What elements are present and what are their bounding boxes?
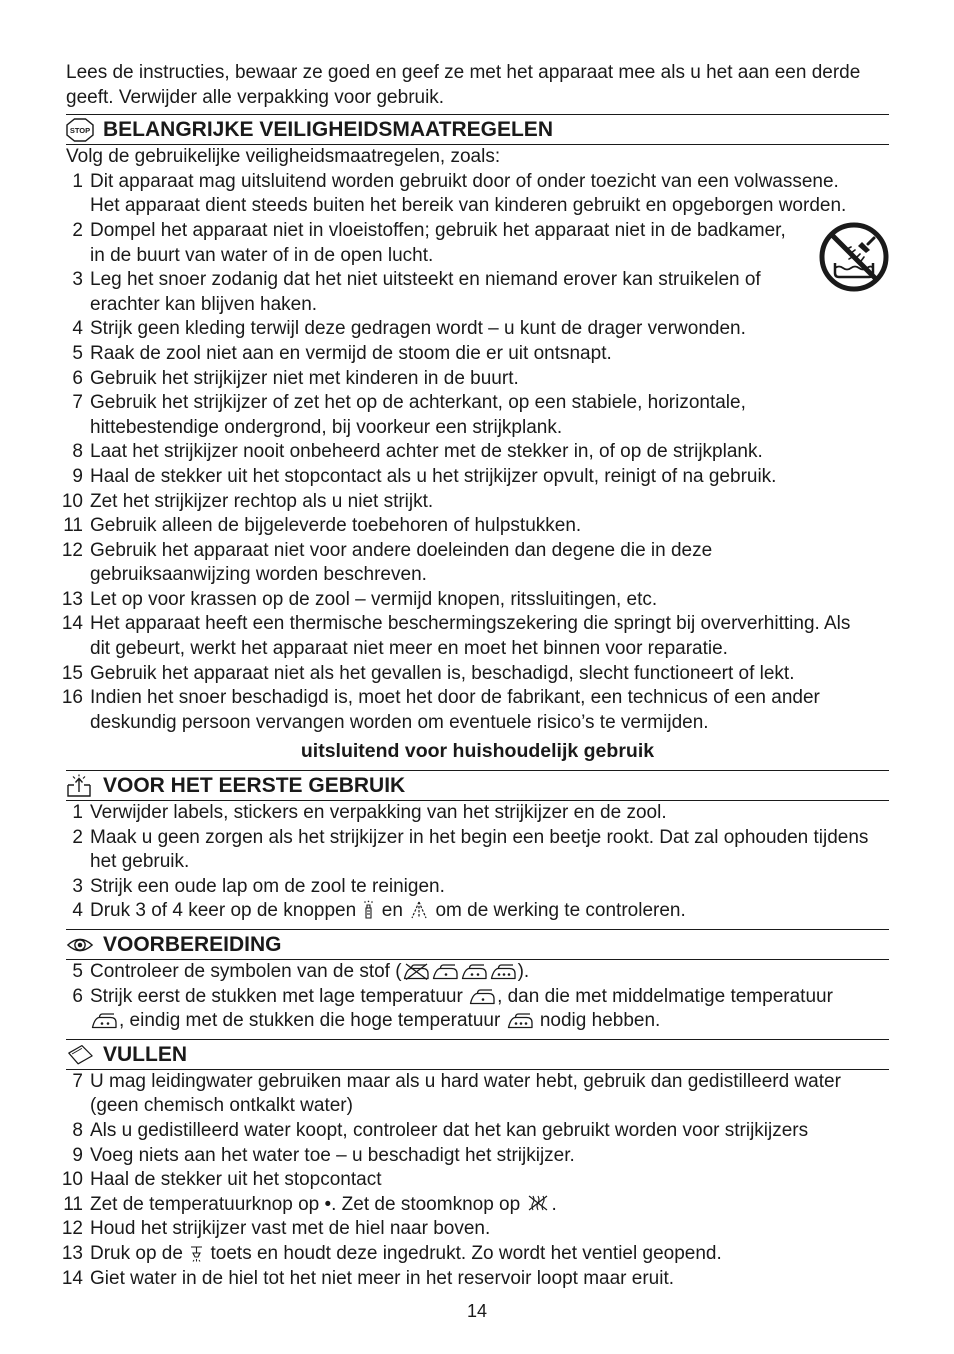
list-item — [66, 875, 889, 900]
item-line: Dompel het apparaat niet in vloeistoffen; gebruik het apparaat niet in de badkamer, — [90, 219, 786, 241]
list-item — [66, 440, 889, 465]
item-line — [90, 1009, 889, 1034]
item-number: 13 — [61, 1242, 83, 1264]
item-text — [90, 342, 889, 367]
item-line: Dit apparaat mag uitsluitend worden gebruikt door of onder toezicht van een volwassene. — [90, 170, 839, 192]
item-number: 5 — [72, 961, 83, 982]
item-number: 7 — [72, 1070, 83, 1092]
item-text-segment: . — [551, 1193, 557, 1215]
list-item — [66, 391, 889, 440]
item-line: Gebruik het apparaat niet voor andere doeleinden dan degene die in deze — [90, 539, 713, 561]
item-number: 7 — [72, 392, 83, 414]
item-number: 2 — [72, 826, 83, 848]
item-line: deskundig persoon vervangen worden om eventuele risico’s te vermijden. — [90, 711, 709, 733]
item-line: Let op voor krassen op de zool – vermijd knopen, ritssluitingen, etc. — [90, 588, 658, 610]
item-text — [90, 1242, 889, 1267]
item-number: 9 — [72, 1144, 83, 1166]
list-item — [63, 514, 889, 539]
item-line — [90, 985, 889, 1010]
iron-1-dot-icon — [432, 963, 459, 980]
item-line: Leg het snoer zodanig dat het niet uitsteekt en niemand erover kan struikelen of — [90, 269, 761, 291]
page-content — [61, 61, 889, 1291]
item-number: 8 — [72, 1119, 83, 1141]
item-line: het gebruik. — [90, 851, 190, 873]
item-text — [90, 317, 889, 342]
item-text-segment: nodig hebben. — [534, 1010, 661, 1032]
item-text-segment: , eindig met de stukken die hoge temperatuur — [119, 1010, 506, 1032]
list-item — [66, 801, 889, 826]
section-lead: Volg de gebruikelijke veiligheidsmaatregelen, zoals: — [66, 146, 501, 168]
item-text — [90, 985, 889, 1034]
item-text-segment: Zet de temperatuurknop op •. Zet de stoomknop op — [90, 1193, 526, 1215]
list-item — [61, 588, 889, 613]
list-item — [61, 662, 889, 687]
list-item — [61, 1242, 889, 1267]
steam-shot-icon — [409, 901, 429, 919]
item-line: Zet het strijkijzer rechtop als u niet strijkt. — [90, 490, 434, 512]
item-text — [90, 1168, 889, 1193]
item-text — [90, 1217, 889, 1242]
list-item — [66, 899, 889, 924]
safety-list — [61, 170, 889, 736]
list-item — [66, 268, 889, 317]
item-text — [90, 367, 889, 392]
item-line: Haal de stekker uit het stopcontact — [90, 1169, 382, 1191]
item-text-segment: , dan die met middelmatige temperatuur — [497, 985, 833, 1007]
list-item — [61, 1168, 889, 1193]
list-item — [66, 219, 889, 268]
household-use-note: uitsluitend voor huishoudelijk gebruik — [300, 740, 655, 763]
item-line: Gebruik het strijkijzer of zet het op de achterkant, op een stabiele, horizontale, — [90, 392, 746, 414]
item-text — [90, 588, 889, 613]
item-line: erachter kan blijven haken. — [90, 293, 318, 315]
item-number: 12 — [61, 1218, 83, 1240]
intro-line: geeft. Verwijder alle verpakking voor gebruik. — [66, 86, 445, 108]
item-line — [90, 899, 889, 924]
item-number: 9 — [72, 465, 83, 487]
item-line: gebruiksaanwijzing worden beschreven. — [90, 564, 427, 586]
no-iron-icon — [403, 963, 430, 980]
first-use-list — [66, 801, 889, 924]
list-item — [66, 960, 889, 985]
item-text — [90, 514, 889, 539]
item-line: Houd het strijkijzer vast met de hiel naar boven. — [90, 1218, 491, 1240]
item-text — [90, 1070, 889, 1119]
item-text — [90, 1144, 889, 1169]
page-number: 14 — [466, 1301, 488, 1321]
item-line: Indien het snoer beschadigd is, moet het door de fabrikant, een technicus of een ander — [90, 687, 820, 709]
item-number: 4 — [72, 318, 83, 340]
item-line: U mag leidingwater gebruiken maar als u hard water hebt, gebruik dan gedistilleerd water — [90, 1070, 841, 1092]
iron-3-dots-icon — [507, 1012, 534, 1029]
item-text — [90, 1267, 889, 1292]
item-text — [90, 686, 889, 735]
item-number: 1 — [72, 802, 83, 824]
item-number: 15 — [61, 662, 83, 684]
item-line: Haal de stekker uit het stopcontact als u het strijkijzer opvult, reinigt of na gebruik. — [90, 465, 777, 487]
item-text — [90, 539, 889, 588]
item-number: 3 — [72, 269, 83, 291]
item-text-segment: ). — [517, 961, 530, 982]
item-text — [90, 826, 889, 875]
item-number: 11 — [63, 1193, 83, 1215]
iron-2-dots-icon — [461, 963, 488, 980]
item-line: hittebestendige ondergrond, bij voorkeur een strijkplank. — [90, 416, 563, 438]
item-line: Giet water in de hiel tot het niet meer in het reservoir loopt maar eruit. — [90, 1267, 674, 1289]
item-text-segment: om de werking te controleren. — [430, 900, 686, 922]
filling-list — [61, 1070, 889, 1291]
item-number: 10 — [61, 490, 83, 512]
item-text — [90, 801, 889, 826]
item-text-segment: Druk 3 of 4 keer op de knoppen — [90, 900, 362, 922]
item-number: 2 — [72, 219, 83, 241]
item-text — [90, 612, 889, 661]
item-text — [90, 465, 889, 490]
item-number: 13 — [61, 588, 83, 610]
item-number: 4 — [72, 900, 83, 922]
list-item — [66, 342, 889, 367]
item-text-segment: Druk op de — [90, 1242, 189, 1264]
section-header-filling — [66, 1039, 889, 1070]
unpack-icon — [66, 773, 94, 799]
item-text — [90, 440, 889, 465]
stop-icon — [66, 117, 94, 143]
item-number: 6 — [72, 985, 83, 1007]
item-text — [90, 391, 889, 440]
item-line: Voeg niets aan het water toe – u beschadigt het strijkijzer. — [90, 1144, 575, 1166]
section-header-preparation — [66, 929, 889, 960]
item-line: Het apparaat dient steeds buiten het bereik van kinderen gebruikt en opgeborgen worden. — [90, 195, 847, 217]
item-text — [90, 899, 889, 924]
list-item — [66, 1119, 889, 1144]
valve-button-icon — [189, 1245, 204, 1262]
list-item — [61, 539, 889, 588]
list-item — [66, 317, 889, 342]
fill-jug-icon — [66, 1041, 94, 1067]
item-line: Maak u geen zorgen als het strijkijzer in het begin een beetje rookt. Dat zal ophouden tijdens — [90, 826, 869, 848]
list-item — [66, 985, 889, 1034]
item-number: 10 — [61, 1169, 83, 1191]
list-item — [61, 1217, 889, 1242]
item-text — [90, 170, 889, 219]
section-header-first-use — [66, 770, 889, 801]
item-line: dit gebeurt, werkt het apparaat niet meer en moet het binnen voor reparatie. — [90, 638, 728, 660]
steam-off-icon — [526, 1193, 550, 1213]
item-line — [90, 960, 889, 985]
item-number: 16 — [61, 687, 83, 709]
item-text — [90, 875, 889, 900]
section-title: VOOR HET EERSTE GEBRUIK — [103, 774, 406, 798]
item-number: 1 — [72, 170, 83, 192]
intro-line: Lees de instructies, bewaar ze goed en geef ze met het apparaat mee als u het aan een derde — [66, 62, 861, 83]
eye-icon — [66, 932, 94, 958]
item-text-segment: Strijk eerst de stukken met lage temperatuur — [90, 985, 469, 1007]
item-number: 12 — [61, 539, 83, 561]
item-line: Gebruik het strijkijzer niet met kinderen in de buurt. — [90, 367, 519, 389]
no-shower-bath-icon — [818, 221, 890, 293]
item-number: 14 — [61, 1267, 83, 1289]
section-title: VOORBEREIDING — [103, 933, 282, 956]
item-line: Laat het strijkijzer nooit onbeheerd achter met de stekker in, of op de strijkplank. — [90, 441, 763, 463]
item-line: Strijk een oude lap om de zool te reinigen. — [90, 875, 445, 897]
item-line: in de buurt van water of in de open lucht. — [90, 244, 434, 266]
item-text-segment: Controleer de symbolen van de stof ( — [90, 961, 402, 982]
item-number: 3 — [72, 875, 83, 897]
list-item — [66, 826, 889, 875]
item-number: 11 — [63, 515, 83, 537]
iron-3-dots-icon — [490, 963, 517, 980]
item-text — [90, 490, 889, 515]
item-line: Strijk geen kleding terwijl deze gedragen wordt – u kunt de drager verwonden. — [90, 318, 746, 340]
spray-icon — [362, 900, 375, 919]
item-text-segment: toets en houdt deze ingedrukt. Zo wordt het ventiel geopend. — [205, 1242, 722, 1264]
item-line: Het apparaat heeft een thermische beschermingszekering die springt bij oververhitting. Als — [90, 613, 851, 635]
item-text — [90, 662, 889, 687]
item-line: Raak de zool niet aan en vermijd de stoom die er uit ontsnapt. — [90, 342, 612, 364]
preparation-list — [66, 960, 889, 1034]
item-line: (geen chemisch ontkalkt water) — [90, 1095, 353, 1117]
item-line — [90, 1193, 889, 1218]
list-item — [66, 367, 889, 392]
item-text — [90, 1119, 889, 1144]
stop-icon-label: STOP — [69, 125, 91, 135]
item-number: 6 — [72, 367, 83, 389]
item-text — [90, 1193, 889, 1218]
item-line: Verwijder labels, stickers en verpakking van het strijkijzer en de zool. — [90, 802, 667, 824]
item-line: Als u gedistilleerd water koopt, controleer dat het kan gebruikt worden voor strijkijzers — [90, 1119, 809, 1141]
list-item — [61, 612, 889, 661]
list-item — [66, 1144, 889, 1169]
section-title: VULLEN — [103, 1042, 187, 1066]
item-number: 8 — [72, 441, 83, 463]
list-item — [66, 1070, 889, 1119]
section-title: BELANGRIJKE VEILIGHEIDSMAATREGELEN — [103, 118, 553, 142]
item-number: 5 — [72, 342, 83, 364]
item-line — [90, 1242, 889, 1267]
item-line: Gebruik alleen de bijgeleverde toebehoren of hulpstukken. — [90, 515, 582, 537]
list-item — [61, 1267, 889, 1292]
item-line: Gebruik het apparaat niet als het gevallen is, beschadigd, slecht functioneert of lekt. — [90, 662, 795, 684]
list-item — [61, 686, 889, 735]
list-item — [63, 1193, 889, 1218]
iron-1-dot-icon — [469, 988, 496, 1005]
item-text — [90, 219, 889, 268]
section-header-safety — [66, 114, 889, 145]
item-number: 14 — [61, 613, 83, 635]
item-text — [90, 960, 889, 985]
list-item — [61, 490, 889, 515]
iron-2-dots-icon — [91, 1012, 118, 1029]
item-text — [90, 268, 889, 317]
item-text-segment: en — [376, 900, 409, 922]
list-item — [66, 170, 889, 219]
list-item — [66, 465, 889, 490]
